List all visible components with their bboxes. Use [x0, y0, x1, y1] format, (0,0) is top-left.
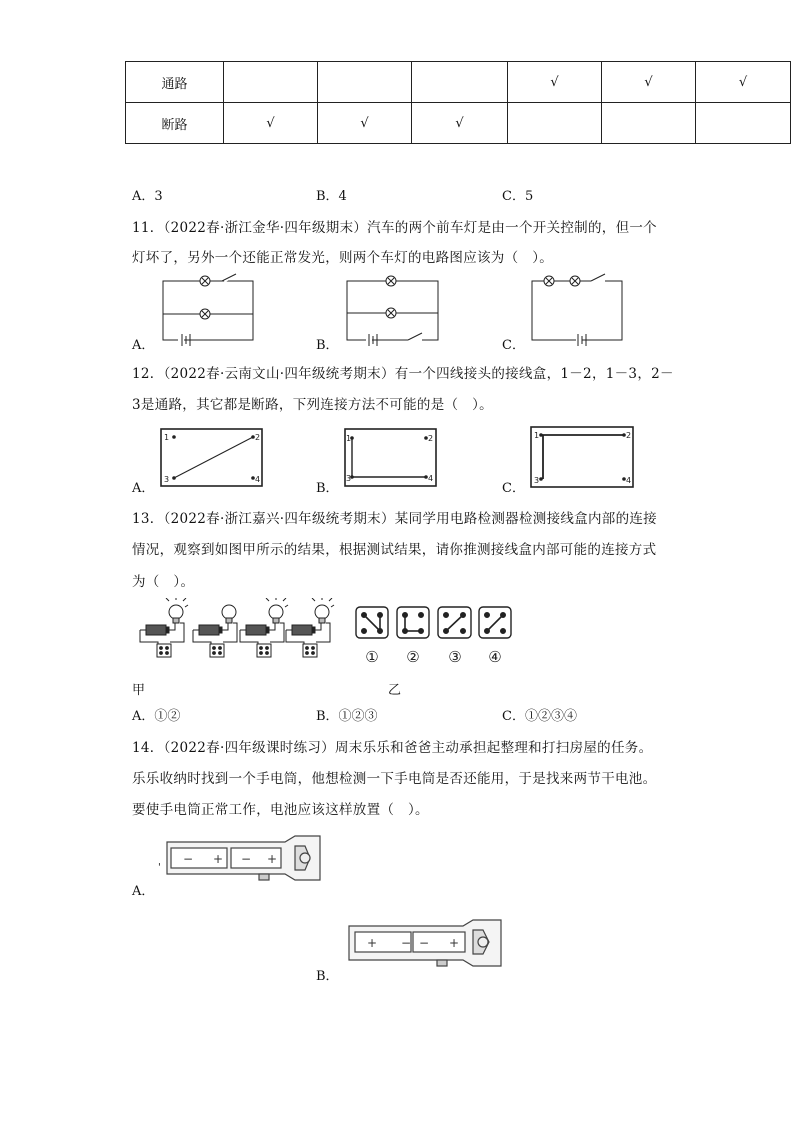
option-b[interactable]: B．①②③: [316, 709, 378, 724]
battery-sign: +: [267, 852, 278, 866]
terminal-label: 4: [626, 476, 632, 485]
option-b[interactable]: B．4: [316, 189, 347, 204]
terminal-label: 3: [346, 474, 352, 483]
question-13-line1: 13．（2022春·浙江嘉兴·四年级统考期末）某同学用电路检测器检测接线盒内部的连接: [132, 511, 657, 527]
circuit-result-table: [125, 61, 791, 144]
option-c[interactable]: C．: [502, 338, 525, 353]
terminal-label: 4: [428, 474, 434, 483]
option-c[interactable]: C．①②③④: [502, 709, 577, 724]
terminal-label: 3: [534, 476, 540, 485]
battery-sign: +: [449, 936, 460, 950]
question-11-line2: 灯坏了，另外一个还能正常发光，则两个车灯的电路图应该为（ ）。: [132, 250, 554, 266]
q12-junction-box-diagrams: [0, 425, 794, 490]
flashlight-b-image: [345, 918, 505, 972]
question-14-line1: 14．（2022春·四年级课时练习）周末乐乐和爸爸主动承担起整理和打扫房屋的任务。: [132, 740, 653, 756]
option-c[interactable]: C．: [502, 481, 525, 496]
option-c[interactable]: C．5: [502, 189, 534, 204]
battery-sign: −: [241, 852, 252, 866]
figure-label: ①: [365, 648, 379, 666]
battery-sign: −: [401, 936, 412, 950]
terminal-label: 1: [534, 431, 540, 440]
battery-sign: −: [183, 852, 194, 866]
table-cell: [602, 103, 696, 144]
terminal-label: 4: [255, 475, 261, 484]
table-cell: [318, 62, 412, 103]
row-label: 通路: [126, 62, 224, 103]
figure-label: ②: [406, 648, 420, 666]
table-cell: √: [318, 103, 412, 144]
svg-text:': ': [158, 862, 161, 873]
question-12-line1: 12．（2022春·云南文山·四年级统考期末）有一个四线接头的接线盒，1－2，1－3，2－: [132, 366, 674, 382]
option-b[interactable]: B．: [316, 481, 339, 496]
figure-yi-label: 乙: [388, 683, 402, 698]
table-cell: √: [696, 62, 791, 103]
option-a[interactable]: A．3: [132, 189, 163, 204]
table-cell: [412, 62, 508, 103]
terminal-label: 1: [346, 434, 352, 443]
figure-jia-label: 甲: [132, 683, 146, 698]
option-b[interactable]: B．: [316, 338, 339, 353]
option-a[interactable]: A．: [132, 338, 155, 353]
battery-sign: +: [367, 936, 378, 950]
option-a[interactable]: A．: [132, 884, 155, 899]
battery-sign: −: [419, 936, 430, 950]
terminal-label: 2: [428, 434, 434, 443]
battery-sign: +: [213, 852, 224, 866]
question-12-line2: 3是通路，其它都是断路，下列连接方法不可能的是（ ）。: [132, 397, 493, 413]
question-13-line3: 为（ ）。: [132, 574, 195, 590]
table-cell: [696, 103, 791, 144]
terminal-label: 3: [164, 475, 170, 484]
row-label: 断路: [126, 103, 224, 144]
table-cell: √: [412, 103, 508, 144]
table-row: [126, 103, 791, 144]
question-14-line2: 乐乐收纳时找到一个手电筒，他想检测一下手电筒是否还能用，于是找来两节干电池。: [132, 771, 657, 787]
question-13-line2: 情况，观察到如图甲所示的结果，根据测试结果，请你推测接线盒内部可能的连接方式: [132, 542, 657, 558]
terminal-label: 1: [164, 433, 170, 442]
table-cell: √: [602, 62, 696, 103]
table-cell: √: [224, 103, 318, 144]
table-row: [126, 62, 791, 103]
table-cell: √: [508, 62, 602, 103]
question-11-line1: 11．（2022春·浙江金华·四年级期末）汽车的两个前车灯是由一个开关控制的，但一个: [132, 220, 657, 236]
figure-label: ③: [448, 648, 462, 666]
question-14-line3: 要使手电筒正常工作，电池应该这样放置（ ）。: [132, 802, 429, 818]
option-a[interactable]: A．: [132, 481, 155, 496]
table-cell: [224, 62, 318, 103]
option-a[interactable]: A．①②: [132, 709, 181, 724]
terminal-label: 2: [255, 433, 261, 442]
option-b[interactable]: B．: [316, 969, 339, 984]
table-cell: [508, 103, 602, 144]
q11-circuit-diagrams: [0, 270, 794, 355]
figure-label: ④: [488, 648, 502, 666]
flashlight-a-image: [155, 832, 335, 892]
terminal-label: 2: [626, 431, 632, 440]
q13-tester-and-box-figures: [0, 598, 794, 670]
